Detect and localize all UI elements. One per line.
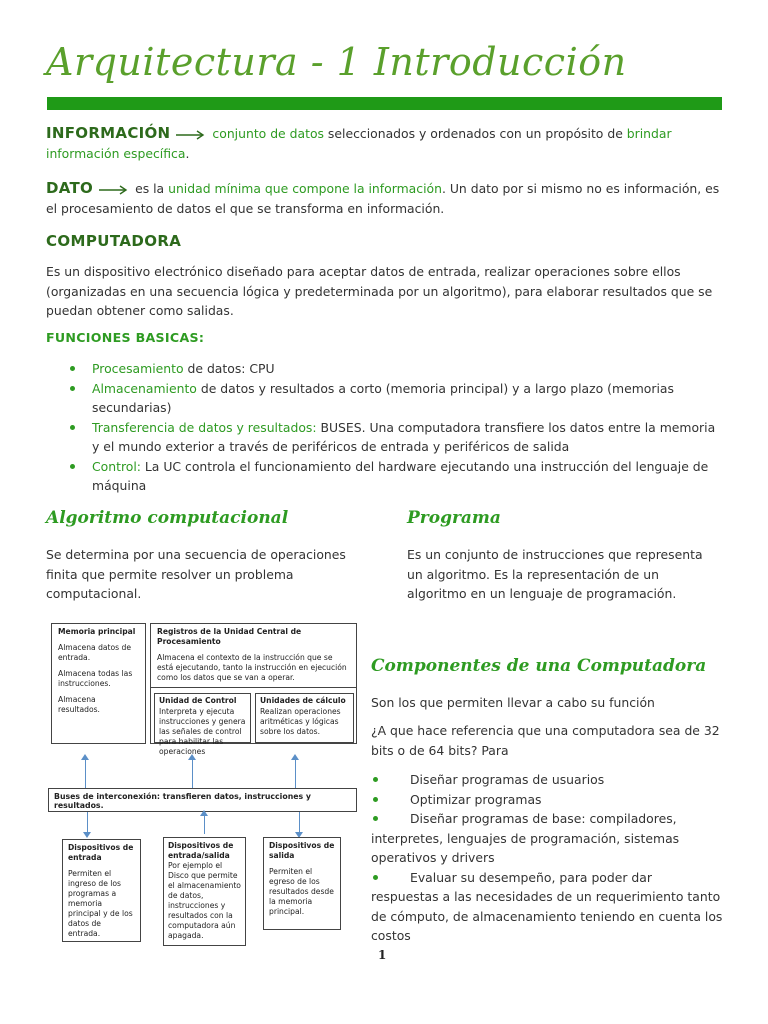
dispositivos-entrada-salida-box: Dispositivos de entrada/salida Por ejemplo el Disco que permite el almacenamiento de datos, instrucciones y resultados con la computadora aún apagada.	[163, 837, 246, 946]
dato-definition: DATO es la unidad mínima que compone la información. Un dato por si mismo no es información, es el procesamiento de datos el que se transforma en información.	[46, 179, 720, 216]
informacion-definition: INFORMACIÓN conjunto de datos seleccionados y ordenados con un propósito de brindar información específica.	[46, 124, 672, 161]
page-number: 1	[378, 948, 387, 962]
componentes-heading: Componentes de una Computadora	[371, 656, 707, 676]
algoritmo-heading: Algoritmo computacional	[46, 508, 289, 528]
title-underline-bar	[47, 97, 722, 110]
funciones-list	[46, 359, 722, 496]
list-item: Diseñar programas de base: compiladores, interpretes, lenguajes de programación, sistemas operativos y drivers	[371, 811, 680, 865]
list-item: Control: La UC controla el funcionamiento del hardware ejecutando una instrucción del lenguaje de máquina	[46, 457, 722, 496]
list-item: Evaluar su desempeño, para poder dar respuestas a las necesidades de un requerimiento tanto de cómputo, de almacenamiento teniendo en cuenta los costos	[371, 869, 723, 943]
algoritmo-text: Se determina por una secuencia de operaciones finita que permite resolver un problema computacional.	[46, 547, 346, 601]
list-item: Transferencia de datos y resultados: BUSES. Una computadora transfiere los datos entre la memoria y el mundo exterior a través de periféricos de entrada y periféricos de salida	[46, 418, 722, 457]
memoria-principal-box: Memoria principal Almacena datos de entrada. Almacena todas las instrucciones. Almacena resultados.	[51, 623, 146, 744]
arrow-icon	[99, 185, 129, 195]
programa-heading: Programa	[407, 508, 501, 528]
componentes-question: ¿A que hace referencia que una computadora sea de 32 bits o de 64 bits? Para	[371, 723, 720, 758]
dato-term: DATO	[46, 179, 94, 197]
list-item: Diseñar programas de usuarios	[371, 770, 723, 790]
architecture-diagram	[47, 615, 360, 953]
list-item: Optimizar programas	[371, 790, 723, 810]
unidad-control-box: Unidad de Control Interpreta y ejecuta instrucciones y genera las señales de control para habilitar las operaciones	[154, 693, 251, 743]
informacion-term: INFORMACIÓN	[46, 124, 171, 142]
componentes-intro: Son los que permiten llevar a cabo su función	[371, 695, 655, 710]
list-item: Procesamiento de datos: CPU	[46, 359, 722, 379]
list-item: Almacenamiento de datos y resultados a corto (memoria principal) y a largo plazo (memorias secundarias)	[46, 379, 722, 418]
registros-cpu-box: Registros de la Unidad Central de Procesamiento Almacena el contexto de la instrucción que se está ejecutando, tanto la instrucción en ejecución como los datos que se van a operar. Unidad de Control Interpreta y ejecuta instrucciones y genera las señales de control para habilitar las operaciones Unidades de cálculo Realizan operaciones aritméticas y lógicas sobre los datos.	[150, 623, 357, 744]
arrow-icon	[176, 130, 206, 140]
buses-interconexion-box: Buses de interconexión: transfieren datos, instrucciones y resultados.	[48, 788, 357, 812]
dispositivos-salida-box: Dispositivos de salida Permiten el egreso de los resultados desde la memoria principal.	[263, 837, 341, 930]
unidades-calculo-box: Unidades de cálculo Realizan operaciones aritméticas y lógicas sobre los datos.	[255, 693, 354, 743]
componentes-list	[371, 770, 723, 946]
dispositivos-entrada-box: Dispositivos de entrada Permiten el ingreso de los programas a memoria principal y de los datos de entrada.	[62, 839, 141, 942]
page-title: Arquitectura - 1 Introducción	[46, 40, 627, 84]
programa-text: Es un conjunto de instrucciones que representa un algoritmo. Es la representación de un algoritmo en un lenguaje de programación.	[407, 547, 703, 601]
funciones-heading: FUNCIONES BASICAS:	[46, 330, 205, 345]
computadora-text: Es un dispositivo electrónico diseñado para aceptar datos de entrada, realizar operaciones sobre ellos (organizadas en una secuencia lógica y predeterminada por un algoritmo), para elaborar resultados que se puedan obtener como salidas.	[46, 264, 713, 318]
computadora-heading: COMPUTADORA	[46, 232, 182, 250]
